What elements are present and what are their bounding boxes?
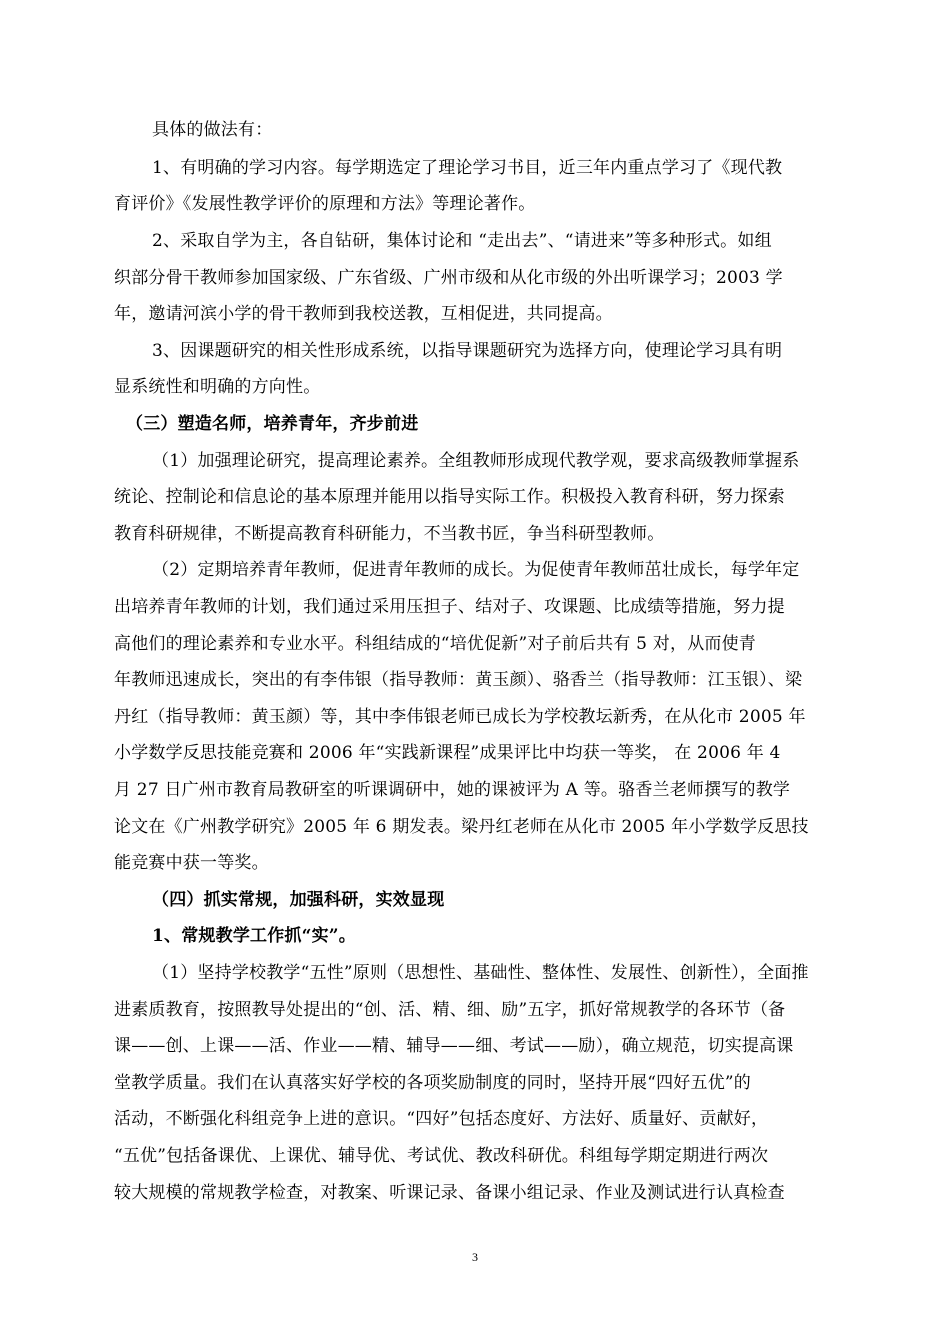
text-line: 1、有明确的学习内容。每学期选定了理论学习书目，近三年内重点学习了《现代教: [152, 158, 783, 178]
text-line: 论文在《广州教学研究》2005 年 6 期发表。梁丹红老师在从化市 2005 年小学数学反思技: [114, 817, 809, 837]
text-line: 育评价》《发展性教学评价的原理和方法》等理论著作。: [114, 194, 536, 214]
text-line: （1）坚持学校教学“五性”原则（思想性、基础性、整体性、发展性、创新性），全面推: [152, 963, 809, 983]
text-line: 教育科研规律，不断提高教育科研能力，不当教书匠，争当科研型教师。: [114, 524, 665, 544]
text-line: 小学数学反思技能竞赛和 2006 年“实践新课程”成果评比中均获一等奖， 在 2006 年 4: [114, 743, 781, 763]
text-line: 显系统性和明确的方向性。: [114, 377, 321, 397]
text-line: 2、采取自学为主，各自钻研，集体讨论和 “走出去”、“请进来”等多种形式。如组: [152, 231, 772, 251]
text-line: 高他们的理论素养和专业水平。科组结成的“培优促新”对子前后共有 5 对，从而使青: [114, 634, 757, 654]
text-line: 进素质教育，按照教导处提出的“创、活、精、细、励”五字，抓好常规教学的各环节（备: [114, 1000, 786, 1020]
section-heading: （四）抓实常规，加强科研，实效显现: [152, 890, 445, 910]
text-line: 年，邀请河滨小学的骨干教师到我校送教，互相促进，共同提高。: [114, 304, 613, 324]
section-heading: （三）塑造名师，培养青年，齐步前进: [126, 414, 419, 434]
text-line: 3、因课题研究的相关性形成系统，以指导课题研究为选择方向，使理论学习具有明: [152, 341, 783, 361]
text-line: 课——创、上课——活、作业——精、辅导——细、考试——励），确立规范，切实提高课: [114, 1036, 794, 1056]
text-line: 月 27 日广州市教育局教研室的听课调研中，她的课被评为 A 等。骆香兰老师撰写的教学: [114, 780, 791, 800]
text-line: 统论、控制论和信息论的基本原理并能用以指导实际工作。积极投入教育科研，努力探索: [114, 487, 785, 507]
text-line: 具体的做法有：: [152, 120, 273, 140]
text-line: 活动，不断强化科组竞争上进的意识。“四好”包括态度好、方法好、质量好、贡献好，: [114, 1109, 769, 1129]
page-number: 3: [472, 1250, 478, 1264]
text-line: “五优”包括备课优、上课优、辅导优、考试优、教改科研优。科组每学期定期进行两次: [114, 1146, 769, 1166]
text-line: 织部分骨干教师参加国家级、广东省级、广州市级和从化市级的外出听课学习；2003 学: [114, 268, 783, 288]
text-line: 堂教学质量。我们在认真落实好学校的各项奖励制度的同时，坚持开展“四好五优”的: [114, 1073, 751, 1093]
text-line: （1）加强理论研究，提高理论素养。全组教师形成现代教学观，要求高级教师掌握系: [152, 451, 800, 471]
text-line: 出培养青年教师的计划，我们通过采用压担子、结对子、攻课题、比成绩等措施，努力提: [114, 597, 785, 617]
text-line: 丹红（指导教师：黄玉颜）等，其中李伟银老师已成长为学校教坛新秀，在从化市 2005 年: [114, 707, 806, 727]
subsection-heading: 1、常规教学工作抓“实”。: [152, 926, 356, 946]
text-line: 年教师迅速成长，突出的有李伟银（指导教师：黄玉颜）、骆香兰（指导教师：江玉银）、梁: [114, 670, 803, 690]
text-line: 较大规模的常规教学检查，对教案、听课记录、备课小组记录、作业及测试进行认真检查: [114, 1183, 785, 1203]
text-line: （2）定期培养青年教师，促进青年教师的成长。为促使青年教师茁壮成长，每学年定: [152, 560, 800, 580]
text-line: 能竞赛中获一等奖。: [114, 853, 269, 873]
